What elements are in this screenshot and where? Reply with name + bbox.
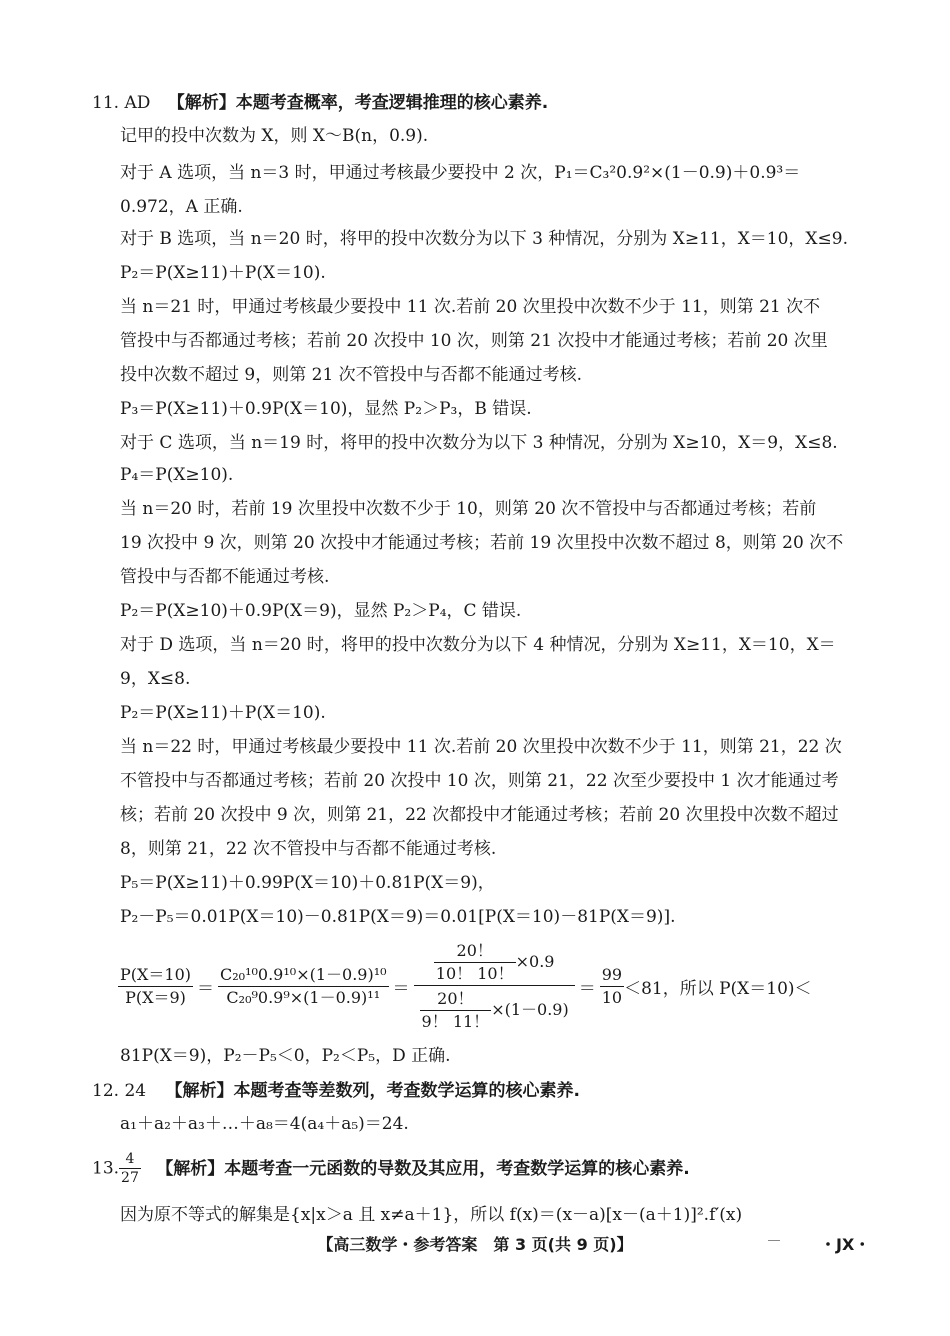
q11-line-14: 管投中与否都不能通过考核. — [120, 567, 330, 587]
ratio-fraction — [118, 964, 193, 1009]
q11-line-17: 9，X≤8. — [120, 669, 191, 689]
q11-line-22: 8，则第 21，22 次不管投中与否都不能通过考核. — [120, 839, 497, 859]
q11-line-21: 核；若前 20 次投中 9 次，则第 21，22 次都投中才能通过考核；若前 20 次里投中次数不超过 — [120, 805, 839, 825]
q11-line-10: 对于 C 选项，当 n＝19 时，将甲的投中次数分为以下 3 种情况，分别为 X≥10，X＝9，X≤8. — [120, 433, 838, 453]
binomial-denominator: C₂₀⁹0.9⁹×(1－0.9)¹¹ — [226, 988, 381, 1007]
q11-line-18: P₂＝P(X≥11)＋P(X＝10). — [120, 703, 326, 723]
q11-line-2: 对于 A 选项，当 n＝3 时，甲通过考核最少要投中 2 次，P₁＝C₃²0.9²×(1－0.9)＋0.9³＝ — [120, 163, 801, 183]
q12-heading — [92, 1080, 580, 1102]
q13-answer-denominator: 27 — [121, 1170, 139, 1186]
q11-line-1: 记甲的投中次数为 X，则 X～B(n，0.9). — [120, 126, 429, 146]
q12-header: 【解析】本题考查等差数列，考查数学运算的核心素养. — [165, 1081, 580, 1101]
q11-line-16: 对于 D 选项，当 n＝20 时，将甲的投中次数分为以下 4 种情况，分别为 X≥11，X＝10，X＝ — [120, 635, 836, 655]
q11-line-23: P₅＝P(X≥11)＋0.99P(X＝10)＋0.81P(X＝9)， — [120, 873, 495, 893]
q13-header: 【解析】本题考查一元函数的导数及其应用，考查数学运算的核心素养. — [156, 1158, 690, 1179]
factorial-top-tail: ×0.9 — [515, 952, 555, 971]
q11-line-5: P₂＝P(X≥11)＋P(X＝10). — [120, 263, 326, 283]
footer-dash — [768, 1240, 780, 1241]
q11-line-9: P₃＝P(X≥11)＋0.9P(X＝10)，显然 P₂＞P₃，B 错误. — [120, 399, 532, 419]
q11-line-7: 管投中与否都通过考核；若前 20 次投中 10 次，则第 21 次投中才能通过考核；若前 20 次里 — [120, 331, 828, 351]
result-fraction — [600, 964, 624, 1009]
q11-line-24: P₂－P₅＝0.01P(X＝10)－0.81P(X＝9)＝0.01[P(X＝10)－81P(X＝9)]. — [120, 907, 676, 927]
factorial-bot-denom: 9！ 11！ — [421, 1012, 490, 1031]
q11-line-8: 投中次数不超过 9，则第 21 次不管投中与否都不能通过考核. — [120, 365, 583, 385]
factorial-top-denom: 10！ 10！ — [435, 964, 514, 983]
q12-line: a₁＋a₂＋a₃＋…＋a₈＝4(a₄＋a₅)＝24. — [120, 1114, 409, 1134]
ratio-tail-text: ＜81，所以 P(X＝10)＜ — [624, 979, 812, 999]
q11-conclusion: 81P(X＝9)，P₂－P₅＜0，P₂＜P₅，D 正确. — [120, 1046, 451, 1066]
q11-line-6: 当 n＝21 时，甲通过考核最少要投中 11 次.若前 20 次里投中次数不少于 11，则第 21 次不 — [120, 297, 821, 317]
q12-number: 12. 24 — [92, 1081, 147, 1101]
footer-code: ・JX・ — [820, 1235, 871, 1254]
result-numerator: 99 — [600, 964, 624, 987]
factorial-bot-numer: 20！ — [420, 988, 492, 1011]
q13-line: 因为原不等式的解集是{x|x＞a 且 x≠a＋1}，所以 f(x)＝(x－a)[x－(a＋1)]².f′(x) — [120, 1205, 743, 1225]
q11-line-12: 当 n＝20 时，若前 19 次里投中次数不少于 10，则第 20 次不管投中与否都通过考核；若前 — [120, 499, 817, 519]
q11-line-4: 对于 B 选项，当 n＝20 时，将甲的投中次数分为以下 3 种情况，分别为 X≥11，X＝10，X≤9. — [120, 229, 848, 249]
q11-line-11: P₄＝P(X≥10). — [120, 465, 234, 485]
q11-line-19: 当 n＝22 时，甲通过考核最少要投中 11 次.若前 20 次里投中次数不少于 11，则第 21，22 次 — [120, 737, 842, 757]
binomial-numerator: C₂₀¹⁰0.9¹⁰×(1－0.9)¹⁰ — [218, 964, 389, 987]
q11-number: 11. AD — [92, 93, 151, 113]
ratio-denominator: P(X＝9) — [125, 988, 186, 1007]
factorial-fraction — [414, 940, 575, 1033]
q11-heading — [92, 92, 548, 114]
factorial-top-numer: 20！ — [434, 940, 516, 963]
q13-answer-numerator: 4 — [119, 1150, 141, 1169]
factorial-bot-tail: ×(1－0.9) — [491, 1000, 569, 1019]
result-denominator: 10 — [601, 988, 623, 1007]
q13-number: 13. — [92, 1158, 120, 1179]
q11-header: 【解析】本题考查概率，考查逻辑推理的核心素养. — [167, 93, 549, 113]
q13-answer — [119, 1150, 141, 1187]
ratio-numerator: P(X＝10) — [118, 964, 193, 987]
q11-line-15: P₂＝P(X≥10)＋0.9P(X＝9)，显然 P₂＞P₄，C 错误. — [120, 601, 522, 621]
ratio-equation: $\frac{P(X=10)}{P(X=9)}$ ＝ $\frac{\text{C₂₀¹⁰0.9¹⁰×(1－0.9)¹⁰}}{\text{C₂₀⁹0.9⁹×(1－0.9)¹¹}}$ ＝ $\frac{20!}{10! 10!}$ ×0.9 $\frac{20!}{9! 11!}$ ×(1－0.9) ＝ $\frac{99}{10}$ ＜81，所以 P(X＝10)＜ — [120, 941, 812, 1031]
q13-heading — [92, 1150, 690, 1196]
q11-line-20: 不管投中与否都通过考核；若前 20 次投中 10 次，则第 21，22 次至少要投中 1 次才能通过考 — [120, 771, 839, 791]
page-footer: 【高三数学・参考答案 第 3 页(共 9 页)】 — [317, 1235, 633, 1254]
binomial-fraction — [218, 964, 389, 1009]
q11-line-3: 0.972，A 正确. — [120, 197, 243, 217]
q11-line-13: 19 次投中 9 次，则第 20 次投中才能通过考核；若前 19 次里投中次数不超过 8，则第 20 次不 — [120, 533, 844, 553]
